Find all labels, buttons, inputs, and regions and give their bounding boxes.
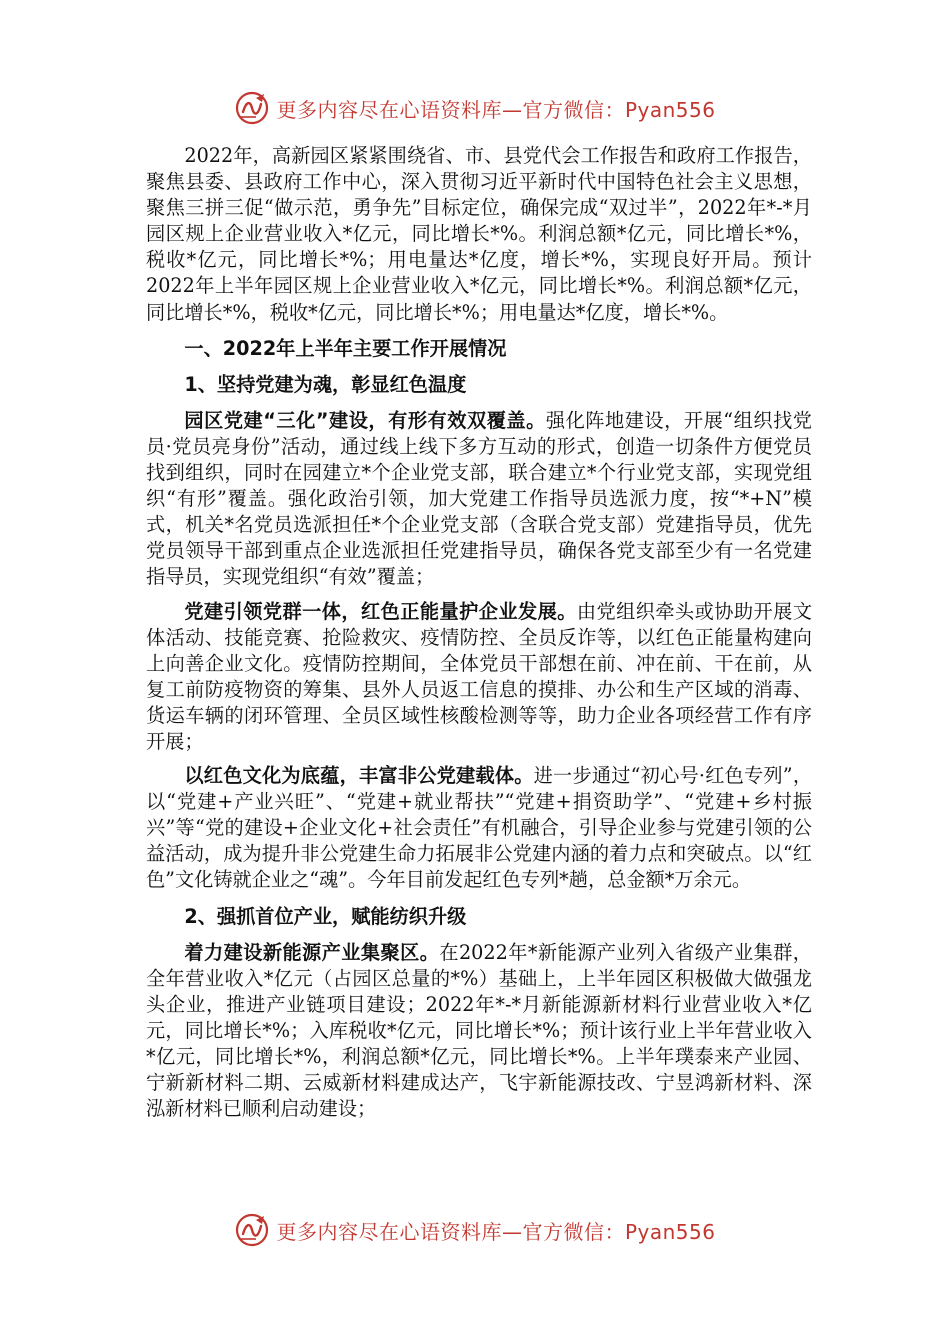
signature-pen-icon <box>234 1212 270 1248</box>
paragraph-lead: 以红色文化为底蕴，丰富非公党建载体。 <box>184 764 534 788</box>
subsection-heading-2: 2、强抓首位产业，赋能纺织升级 <box>184 904 467 928</box>
paragraph-body: 进一步通过“初心号·红色专列”，以“党建+产业兴旺”、“党建+就业帮扶”“党建+捐资助学”、“党建+乡村振兴”等“党的建设+企业文化+社会责任”有机融合，引导企业参与党建引领的公益活动，成为提升非公党建生命力拓展非公党建内涵的着力点和突破点。以“红色”文化铸就企业之“魂”。今年目前发起红色专列*趟，总金额*万余元。 <box>146 764 813 892</box>
banner-text: 更多内容尽在心语资料库—官方微信：Pyan556 <box>276 1219 716 1244</box>
paragraph-body: 强化阵地建设，开展“组织找党员·党员亮身份”活动，通过线上线下多方互动的形式，创造一切条件方便党员找到组织，同时在园建立*个企业党支部，联合建立*个行业党支部，实现党组织“有形”覆盖。强化政治引领，加大党建工作指导员选派力度，按“*+N”模式，机关*名党员选派担任*个企业党支部（含联合党支部）党建指导员，优先党员领导干部到重点企业选派担任党建指导员，确保各党支部至少有一名党建指导员，实现党组织“有效”覆盖； <box>146 408 812 589</box>
signature-pen-icon <box>234 90 270 126</box>
intro-paragraph: 2022年，高新园区紧紧围绕省、市、县党代会工作报告和政府工作报告，聚焦县委、县政府工作中心，深入贯彻习近平新时代中国特色社会主义思想，聚焦三拼三促“做示范，勇争先”目标定位，确保完成“双过半”，2022年*-*月园区规上企业营业收入*亿元，同比增长*%。利润总额*亿元，同比增长*%，税收*亿元，同比增长*%；用电量达*亿度，增长*%，实现良好开局。预计2022年上半年园区规上企业营业收入*亿元，同比增长*%。利润总额*亿元，同比增长*%，税收*亿元，同比增长*%；用电量达*亿度，增长*%。 <box>146 144 812 324</box>
subsection-heading-1: 1、坚持党建为魂，彰显红色温度 <box>184 372 467 396</box>
footer-banner <box>0 1208 950 1252</box>
paragraph-body: 由党组织牵头或协助开展文体活动、技能竞赛、抢险救灾、疫情防控、全员反诈等，以红色正能量构建向上向善企业文化。疫情防控期间，全体党员干部想在前、冲在前、干在前，从复工前防疫物资的筹集、县外人员返工信息的摸排、办公和生产区域的消毒、货运车辆的闭环管理、全员区域性核酸检测等等，助力企业各项经营工作有序开展； <box>146 599 813 753</box>
document-body <box>146 143 812 1122</box>
banner-text: 更多内容尽在心语资料库—官方微信：Pyan556 <box>276 97 716 122</box>
paragraph-body: 在2022年*新能源产业列入省级产业集群，全年营业收入*亿元（占园区总量的*%）基础上，上半年园区积极做大做强龙头企业，推进产业链项目建设；2022年*-*月新能源新材料行业营业收入*亿元，同比增长*%；入库税收*亿元，同比增长*%；预计该行业上半年营业收入*亿元，同比增长*%，利润总额*亿元，同比增长*%。上半年璞泰来产业园、宁新新材料二期、云威新材料建成达产，飞宇新能源技改、宁昱鸿新材料、深泓新材料已顺利启动建设； <box>146 940 812 1121</box>
paragraph-lead: 着力建设新能源产业集聚区。 <box>184 940 440 964</box>
paragraph-new-energy <box>146 940 812 1123</box>
paragraph-party-building <box>146 408 812 591</box>
paragraph-lead: 园区党建“三化”建设，有形有效双覆盖。 <box>184 408 546 432</box>
header-banner <box>0 86 950 130</box>
paragraph-party-mass <box>146 599 812 756</box>
section-heading-1: 一、2022年上半年主要工作开展情况 <box>184 336 507 360</box>
paragraph-lead: 党建引领党群一体，红色正能量护企业发展。 <box>184 599 577 623</box>
paragraph-red-culture <box>146 763 812 893</box>
